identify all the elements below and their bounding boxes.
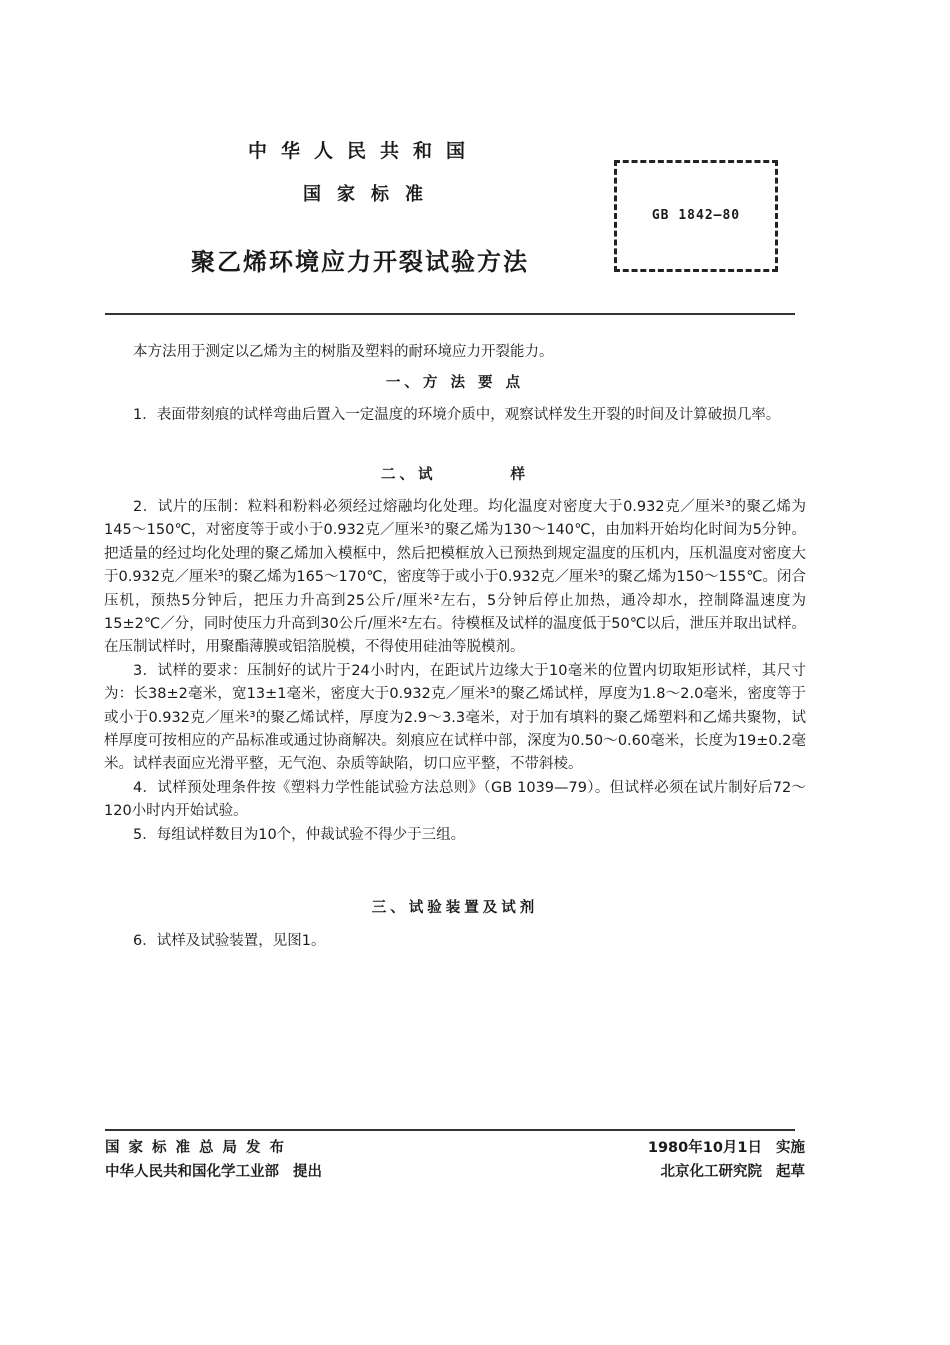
header-divider: [105, 313, 795, 315]
paragraph-1-text: 1．表面带刻痕的试样弯曲后置入一定温度的环境介质中，观察试样发生开裂的时间及计算破损几率。: [133, 407, 781, 423]
paragraph-6-text: 6．试样及试验装置，见图1。: [133, 933, 326, 949]
implementation-date: 1980年10月1日: [647, 1140, 762, 1156]
implementation-line: [648, 1136, 805, 1157]
standard-code: GB 1842—80: [651, 208, 741, 223]
issuer-action: 发布: [246, 1140, 293, 1156]
drafter-action: 起草: [776, 1164, 805, 1180]
footer-divider: [105, 1129, 795, 1131]
section-heading-1: 一、方 法 要 点: [385, 375, 525, 391]
document-title: 聚乙烯环境应力开裂试验方法: [191, 248, 529, 276]
paragraph-2-text: 2．试片的压制：粒料和粉料必须经过熔融均化处理。均化温度对密度大于0.932克／厘米³的聚乙烯为145～150℃，对密度等于或小于0.932克／厘米³的聚乙烯为130～140℃，由加料开始均化时间为5分钟。把适量的经过均化处理的聚乙烯加入模框中，然后把模框放入已预热到规定温度的压机内，压机温度对密度大于0.932克／厘米³的聚乙烯为165～170℃，密度等于或小于0.932克／厘米³的聚乙烯为150～155℃。闭合压机，预热5分钟后，把压力升高到25公斤/厘米²左右，5分钟后停止加热，通冷却水，控制降温速度为15±2℃／分，同时使压力升高到30公斤/厘米²左右。待模框及试样的温度低于50℃以后，泄压并取出试样。在压制试样时，用聚酯薄膜或铝箔脱模，不得使用硅油等脱模剂。: [104, 499, 806, 656]
section-2-body: [104, 496, 806, 847]
paragraph-1: [104, 404, 806, 427]
proposer-action: 提出: [293, 1164, 322, 1180]
intro-text: 本方法用于测定以乙烯为主的树脂及塑料的耐环境应力开裂能力。: [133, 344, 554, 360]
section-heading-2: 二、试 样: [381, 467, 529, 483]
standard-type: 国家标准: [303, 184, 439, 205]
drafter-name: 北京化工研究院: [660, 1164, 762, 1180]
intro-paragraph: [104, 341, 806, 364]
paragraph-4-text: 4．试样预处理条件按《塑料力学性能试验方法总则》（GB 1039—79）。但试样必须在试片制好后72～120小时内开始试验。: [104, 779, 806, 820]
implementation-action: 实施: [776, 1140, 805, 1156]
issuer-line: [105, 1136, 293, 1157]
issuer-name: 国家标准总局: [105, 1140, 246, 1156]
standard-code-box: [614, 160, 778, 272]
drafter-line: [661, 1160, 806, 1181]
paragraph-5-text: 5．每组试样数目为10个，仲裁试验不得少于三组。: [133, 826, 466, 843]
country-name: 中华人民共和国: [248, 140, 480, 162]
proposer-line: [105, 1160, 322, 1181]
paragraph-6: [104, 930, 806, 953]
proposer-name: 中华人民共和国化学工业部: [105, 1164, 279, 1180]
paragraph-3-text: 3．试样的要求：压制好的试片于24小时内，在距试片边缘大于10毫米的位置内切取矩形试样，其尺寸为：长38±2毫米，宽13±1毫米，密度大于0.932克／厘米³的聚乙烯试样，厚度为1.8～2.0毫米，密度等于或小于0.932克／厘米³的聚乙烯试样，厚度为2.9～3.3毫米，对于加有填料的聚乙烯塑料和乙烯共聚物，试样厚度可按相应的产品标准或通过协商解决。刻痕应在试样中部，深度为0.50～0.60毫米，长度为19±0.2毫米。试样表面应光滑平整，无气泡、杂质等缺陷，切口应平整，不带斜棱。: [104, 662, 806, 773]
section-heading-3: 三、试验装置及试剂: [371, 900, 539, 916]
